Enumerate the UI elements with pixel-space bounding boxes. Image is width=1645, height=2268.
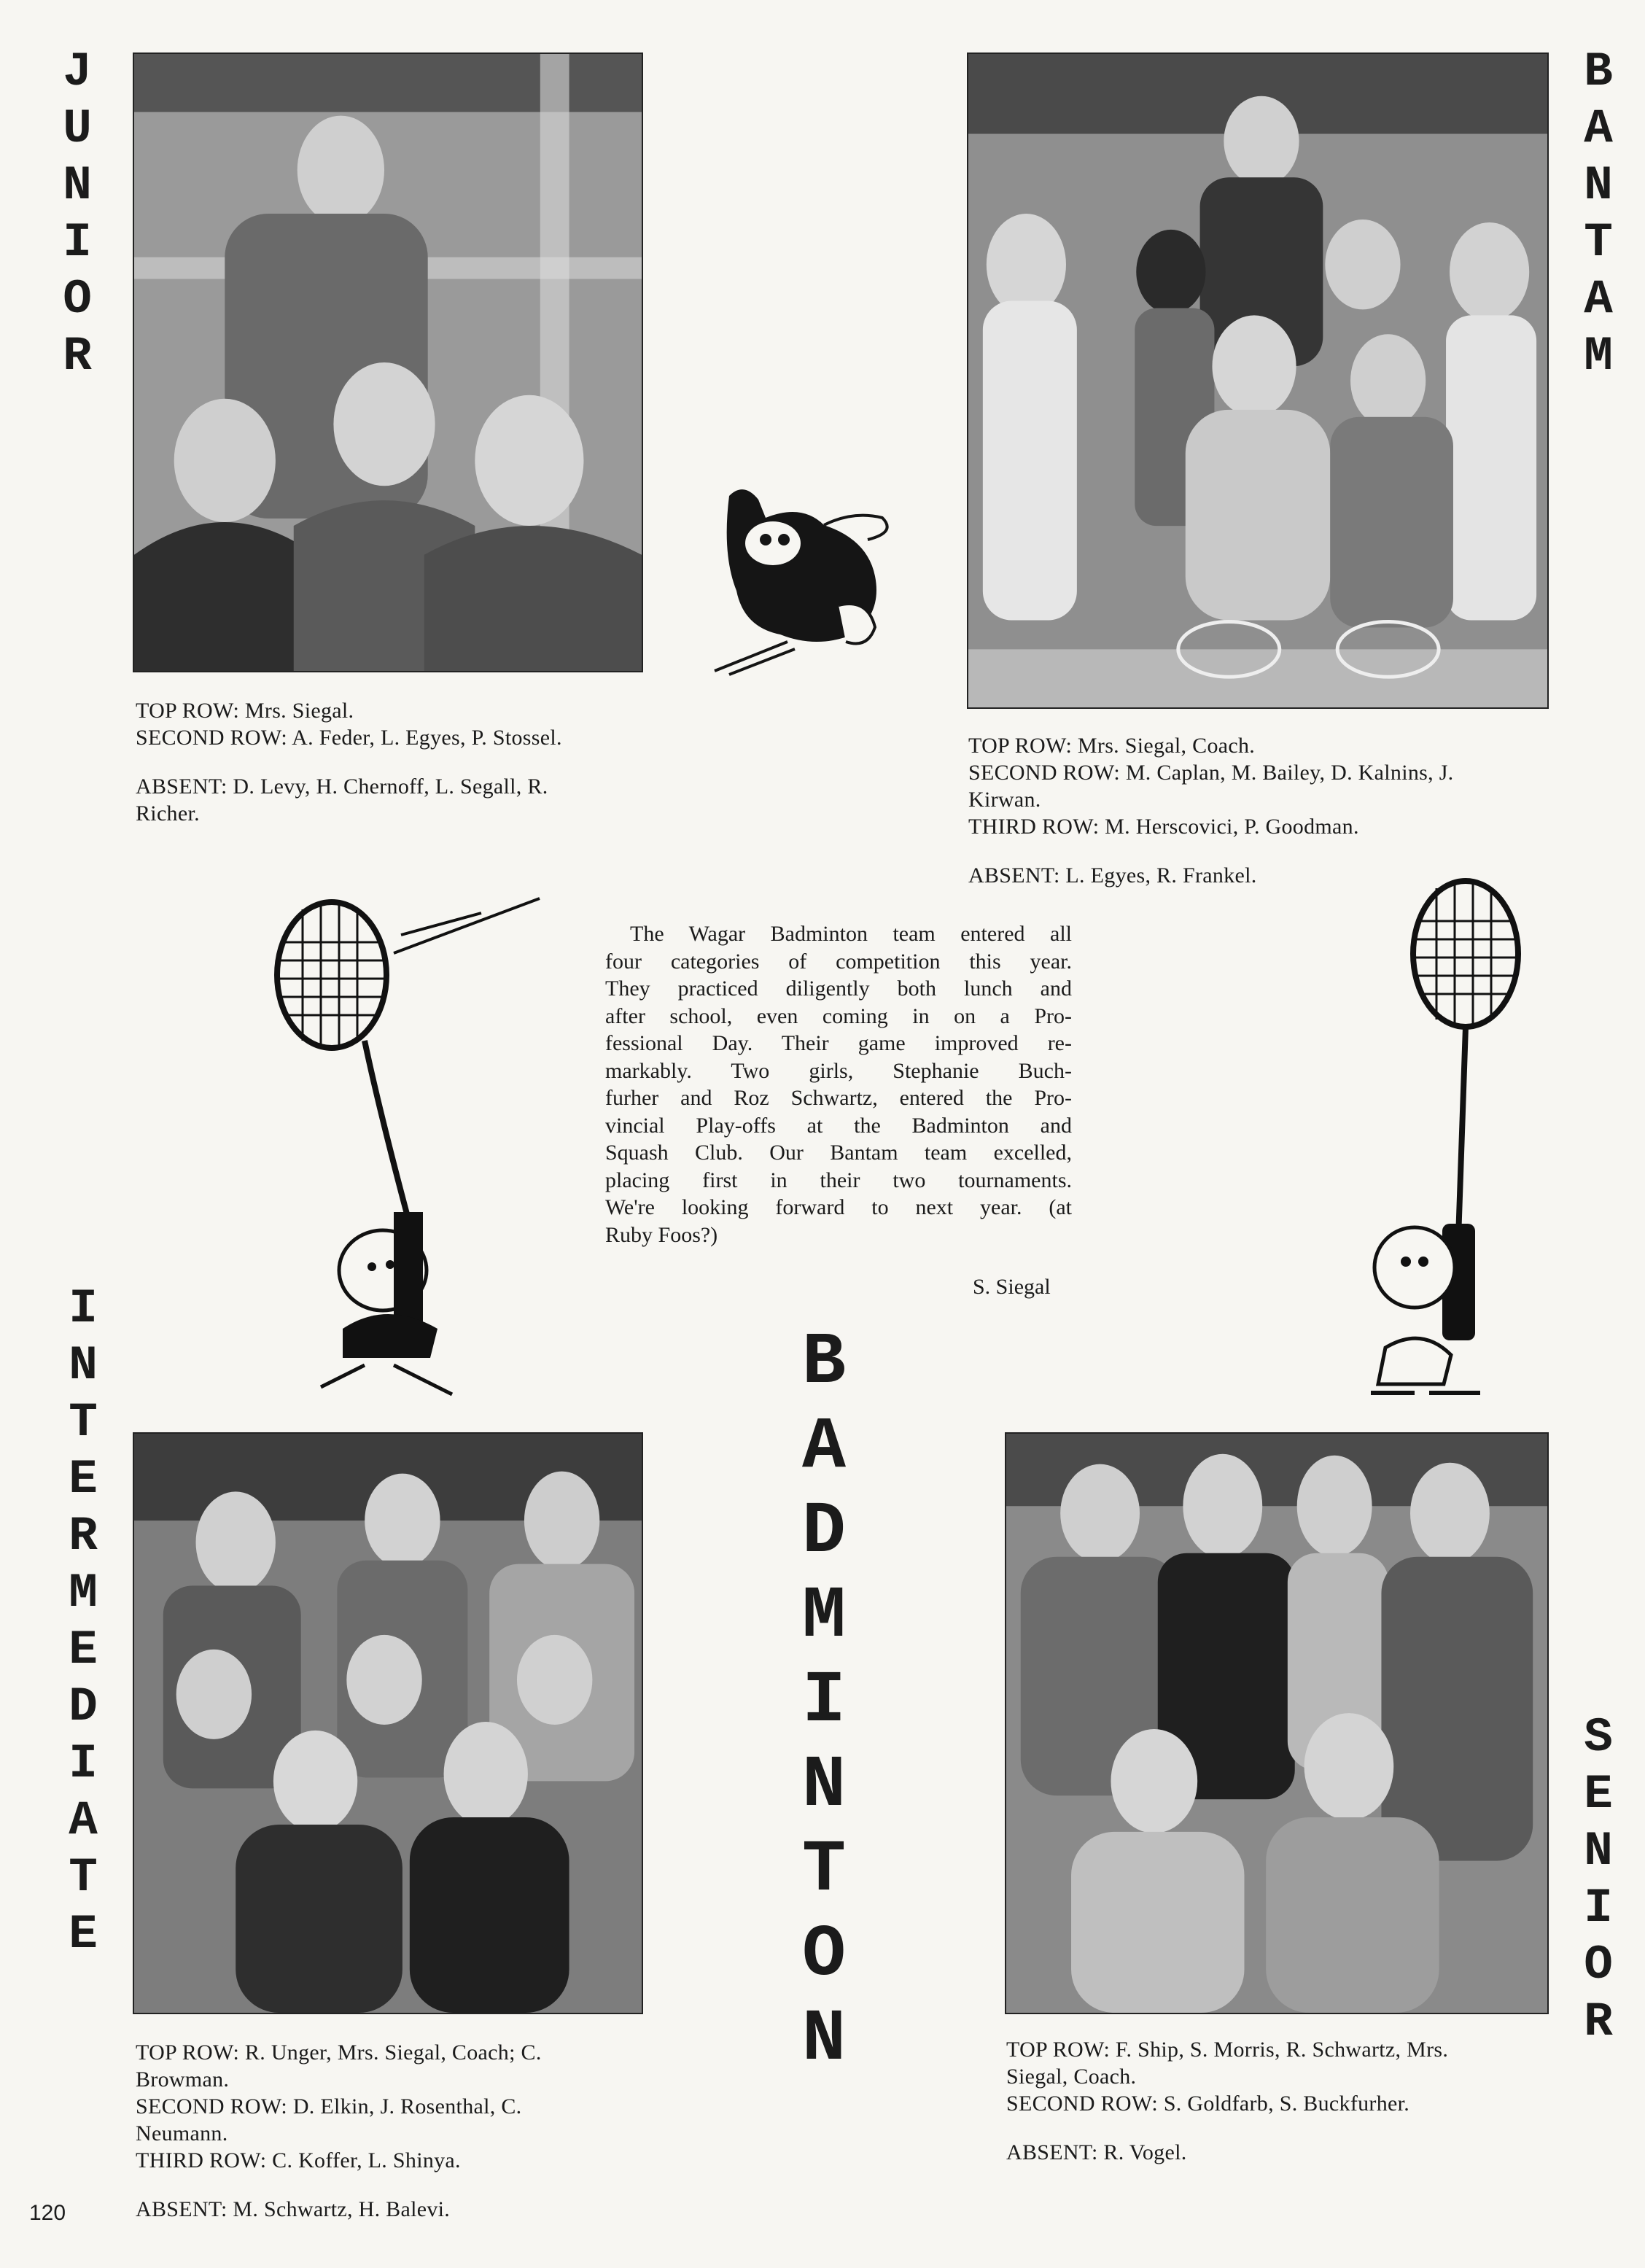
intermediate-title <box>61 1281 105 1968</box>
caption-line: THIRD ROW: M. Herscovici, P. Goodman. <box>968 815 1359 839</box>
title-letter: N <box>69 1338 98 1393</box>
title-letter: A <box>69 1793 98 1848</box>
article-line: furher and Roz Schwartz, entered the Pro- <box>605 1086 1072 1110</box>
title-letter: D <box>69 1679 98 1734</box>
title-letter: E <box>69 1623 98 1677</box>
article-line: Ruby Foos?) <box>605 1222 718 1247</box>
article-line: The Wagar Badminton team entered all <box>630 922 1072 946</box>
article-text <box>605 920 1072 1248</box>
title-letter: S <box>1584 1710 1613 1765</box>
title-letter: B <box>801 1322 846 1405</box>
title-letter: E <box>69 1907 98 1962</box>
senior-caption-rows <box>1006 2036 1560 2117</box>
caption-line: TOP ROW: Mrs. Siegal, Coach. <box>968 734 1256 758</box>
title-letter: E <box>69 1452 98 1507</box>
title-letter: D <box>801 1491 846 1574</box>
title-letter: J <box>63 44 92 99</box>
caption-line: ABSENT: R. Vogel. <box>1006 2140 1187 2164</box>
title-letter: I <box>1584 1881 1613 1935</box>
title-letter: I <box>69 1281 98 1336</box>
title-letter: A <box>801 1407 846 1489</box>
junior-caption <box>136 697 646 827</box>
title-letter: I <box>63 215 92 270</box>
bantam-caption-rows <box>968 732 1552 840</box>
article-line: Squash Club. Our Bantam team excelled, <box>605 1141 1072 1165</box>
caption-line: ABSENT: L. Egyes, R. Frankel. <box>968 863 1257 888</box>
title-letter: N <box>801 1999 846 2081</box>
article-line: markably. Two girls, Stephanie Buch- <box>605 1058 1072 1083</box>
title-letter: I <box>801 1661 846 1743</box>
caption-line: Richer. <box>136 801 200 826</box>
article-signature: S. Siegal <box>973 1275 1051 1299</box>
article-line: placing first in their two tournaments. <box>605 1168 1072 1192</box>
title-letter: M <box>801 1576 846 1658</box>
intermediate-caption <box>136 2039 661 2223</box>
intermediate-team-photo <box>133 1432 643 2014</box>
caption-line: Kirwan. <box>968 788 1041 812</box>
article-line: fessional Day. Their game improved re- <box>605 1031 1072 1055</box>
left-racket-mascot-illustration <box>262 891 554 1402</box>
junior-caption-absent <box>136 773 646 827</box>
article-line: four categories of competition this year. <box>605 949 1072 974</box>
title-letter: N <box>1584 1824 1613 1879</box>
badminton-title <box>788 1322 860 2089</box>
title-letter: A <box>1584 101 1613 156</box>
caption-line: Siegal, Coach. <box>1006 2065 1137 2089</box>
title-letter: R <box>1584 1995 1613 2049</box>
senior-caption <box>1006 2036 1560 2166</box>
caption-line: TOP ROW: R. Unger, Mrs. Siegal, Coach; C. <box>136 2040 542 2065</box>
title-letter: T <box>69 1395 98 1450</box>
title-letter: N <box>801 1745 846 1828</box>
senior-team-photo <box>1005 1432 1549 2014</box>
page-number: 120 <box>29 2201 66 2225</box>
caption-line: SECOND ROW: A. Feder, L. Egyes, P. Stossel. <box>136 726 562 750</box>
article-line: They practiced diligently both lunch and <box>605 976 1072 1001</box>
title-letter: O <box>1584 1938 1613 1992</box>
article-line: We're looking forward to next year. (at <box>605 1195 1072 1219</box>
caption-line: ABSENT: M. Schwartz, H. Balevi. <box>136 2197 451 2221</box>
title-letter: I <box>69 1736 98 1791</box>
title-letter: T <box>801 1830 846 1912</box>
caption-line: TOP ROW: Mrs. Siegal. <box>136 699 354 723</box>
caption-line: TOP ROW: F. Ship, S. Morris, R. Schwartz, Mrs. <box>1006 2038 1449 2062</box>
caption-line: SECOND ROW: S. Goldfarb, S. Buckfurher. <box>1006 2092 1410 2116</box>
title-letter: T <box>1584 215 1613 270</box>
bantam-title <box>1576 44 1620 389</box>
title-letter: R <box>63 329 92 384</box>
bantam-team-photo <box>967 53 1549 709</box>
right-racket-mascot-illustration <box>1356 874 1546 1406</box>
caption-line: Browman. <box>136 2067 230 2092</box>
caption-line: SECOND ROW: M. Caplan, M. Bailey, D. Kalnins, J. <box>968 761 1454 785</box>
junior-team-photo <box>133 53 643 672</box>
caption-line: Neumann. <box>136 2121 228 2145</box>
senior-caption-absent <box>1006 2139 1560 2166</box>
title-letter: O <box>63 272 92 327</box>
title-letter: O <box>801 1914 846 1997</box>
caption-line: SECOND ROW: D. Elkin, J. Rosenthal, C. <box>136 2094 522 2119</box>
title-letter: R <box>69 1509 98 1564</box>
title-letter: U <box>63 101 92 156</box>
title-letter: M <box>1584 329 1613 384</box>
cat-mascot-illustration <box>700 467 904 678</box>
senior-title <box>1576 1710 1620 2055</box>
article-line: vincial Play-offs at the Badminton and <box>605 1113 1072 1138</box>
title-letter: E <box>1584 1767 1613 1822</box>
junior-caption-rows <box>136 697 646 751</box>
title-letter: M <box>69 1566 98 1620</box>
intermediate-caption-rows <box>136 2039 661 2174</box>
caption-line: THIRD ROW: C. Koffer, L. Shinya. <box>136 2148 461 2172</box>
caption-line: ABSENT: D. Levy, H. Chernoff, L. Segall, R. <box>136 774 548 799</box>
title-letter: T <box>69 1850 98 1905</box>
title-letter: N <box>63 158 92 213</box>
article-line: after school, even coming in on a Pro- <box>605 1003 1072 1028</box>
bantam-caption <box>968 732 1552 889</box>
intermediate-caption-absent <box>136 2196 661 2223</box>
title-letter: A <box>1584 272 1613 327</box>
junior-title <box>55 44 99 389</box>
title-letter: N <box>1584 158 1613 213</box>
title-letter: B <box>1584 44 1613 99</box>
